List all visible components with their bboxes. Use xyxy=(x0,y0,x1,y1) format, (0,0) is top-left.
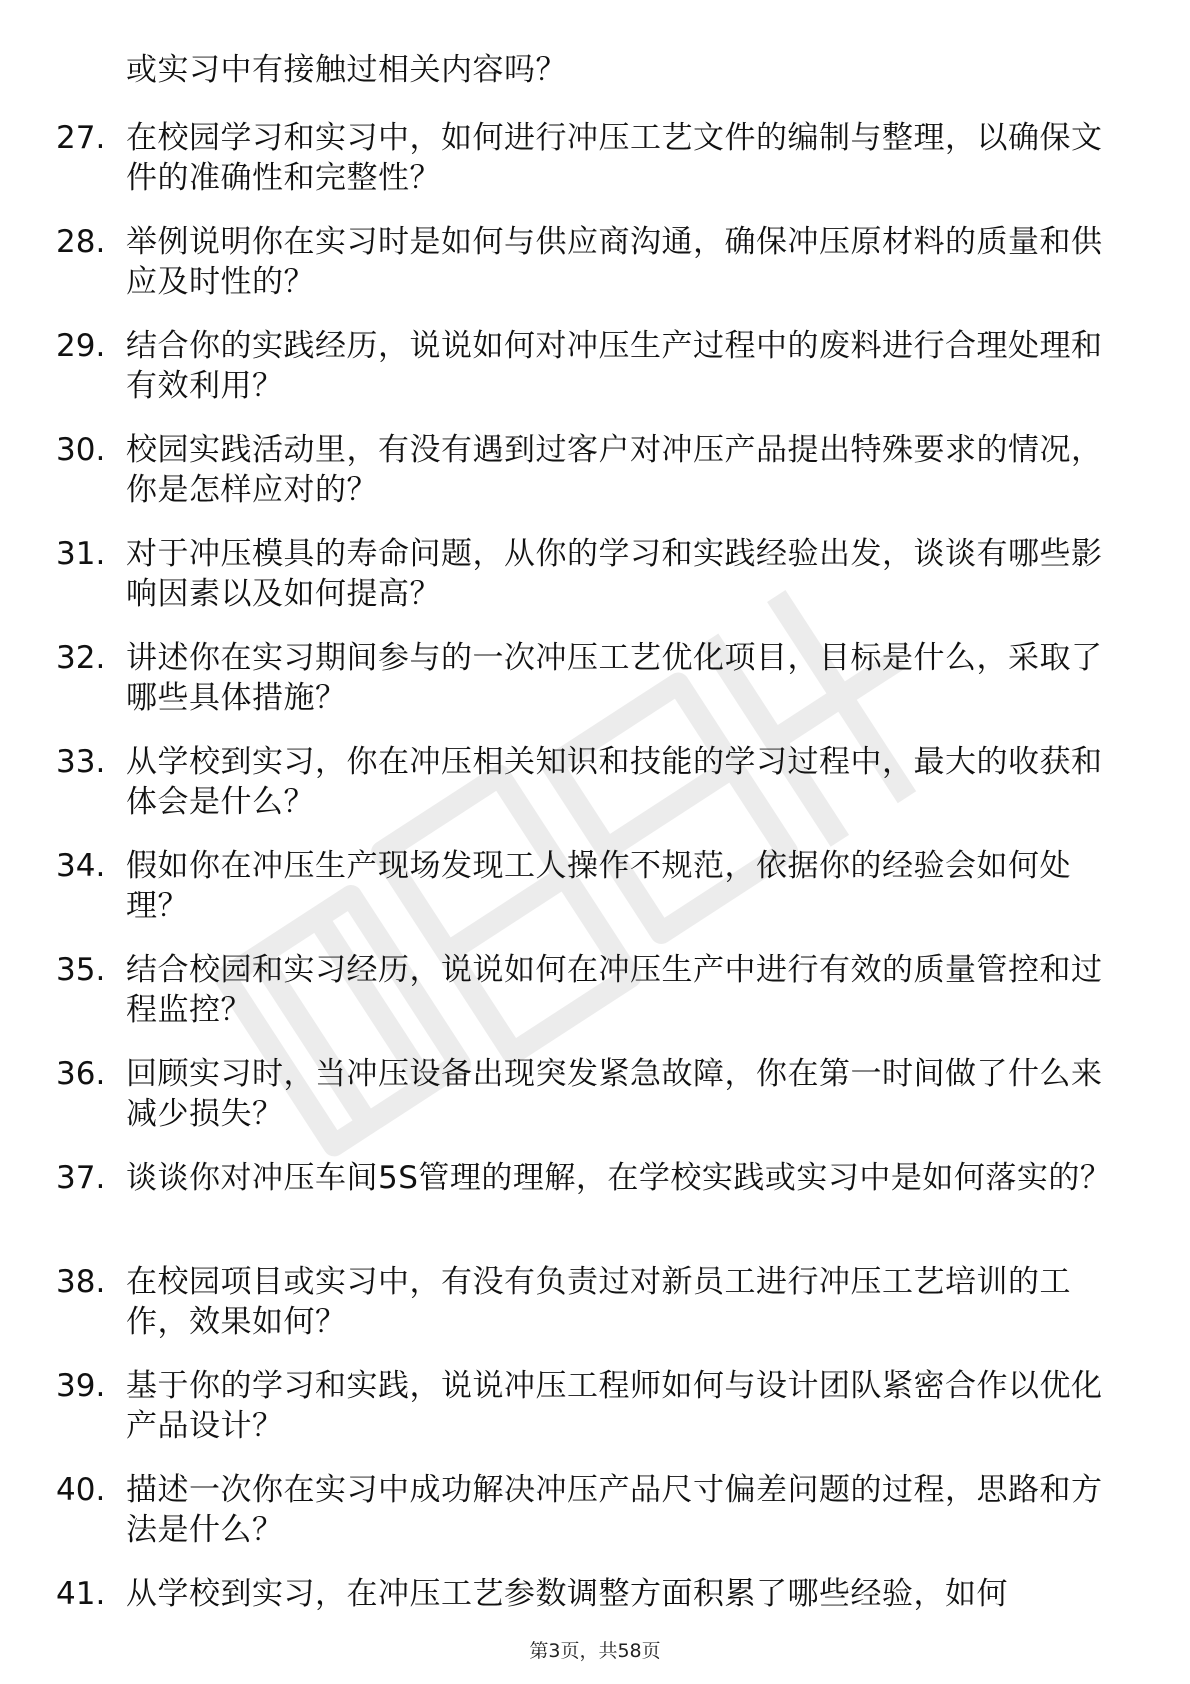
question-text: 假如你在冲压生产现场发现工人操作不规范，依据你的经验会如何处理？ xyxy=(126,848,1071,924)
question-number: 36. xyxy=(56,1056,106,1092)
question-number: 33. xyxy=(56,744,106,780)
question-item xyxy=(0,638,1190,742)
question-number: 41. xyxy=(56,1576,106,1612)
question-item xyxy=(0,1158,1190,1262)
question-text: 描述一次你在实习中成功解决冲压产品尺寸偏差问题的过程，思路和方法是什么？ xyxy=(126,1472,1103,1548)
question-item xyxy=(0,1470,1190,1574)
question-item xyxy=(0,326,1190,430)
question-number: 40. xyxy=(56,1472,106,1508)
question-number: 39. xyxy=(56,1368,106,1404)
question-number: 32. xyxy=(56,640,106,676)
question-item xyxy=(0,1366,1190,1470)
question-text: 对于冲压模具的寿命问题，从你的学习和实践经验出发，谈谈有哪些影响因素以及如何提高？ xyxy=(126,536,1103,612)
question-item xyxy=(0,1054,1190,1158)
question-text: 在校园项目或实习中，有没有负责过对新员工进行冲压工艺培训的工作，效果如何？ xyxy=(126,1264,1071,1340)
question-text: 回顾实习时，当冲压设备出现突发紧急故障，你在第一时间做了什么来减少损失？ xyxy=(126,1056,1103,1132)
question-list xyxy=(0,118,1190,1678)
question-item xyxy=(0,534,1190,638)
question-text: 从学校到实习，在冲压工艺参数调整方面积累了哪些经验，如何 xyxy=(126,1576,1008,1612)
question-number: 29. xyxy=(56,328,106,364)
question-number: 38. xyxy=(56,1264,106,1300)
question-item xyxy=(0,846,1190,950)
question-item xyxy=(0,430,1190,534)
continuation-text: 或实习中有接触过相关内容吗？ xyxy=(126,52,567,88)
question-number: 34. xyxy=(56,848,106,884)
question-number: 30. xyxy=(56,432,106,468)
page-footer: 第3页，共58页 xyxy=(529,1640,661,1662)
question-text: 举例说明你在实习时是如何与供应商沟通，确保冲压原材料的质量和供应及时性的？ xyxy=(126,224,1103,300)
question-text: 校园实践活动里，有没有遇到过客户对冲压产品提出特殊要求的情况，你是怎样应对的？ xyxy=(126,432,1103,508)
question-item xyxy=(0,222,1190,326)
question-text: 基于你的学习和实践，说说冲压工程师如何与设计团队紧密合作以优化产品设计？ xyxy=(126,1368,1103,1444)
question-item xyxy=(0,742,1190,846)
question-item xyxy=(0,118,1190,222)
question-text: 结合你的实践经历，说说如何对冲压生产过程中的废料进行合理处理和有效利用？ xyxy=(126,328,1103,404)
question-text: 在校园学习和实习中，如何进行冲压工艺文件的编制与整理，以确保文件的准确性和完整性？ xyxy=(126,120,1103,196)
question-text: 从学校到实习，你在冲压相关知识和技能的学习过程中，最大的收获和体会是什么？ xyxy=(126,744,1103,820)
question-number: 31. xyxy=(56,536,106,572)
question-number: 27. xyxy=(56,120,106,156)
question-text: 谈谈你对冲压车间5S管理的理解，在学校实践或实习中是如何落实的？ xyxy=(126,1160,1112,1196)
question-item xyxy=(0,950,1190,1054)
question-number: 28. xyxy=(56,224,106,260)
question-text: 讲述你在实习期间参与的一次冲压工艺优化项目，目标是什么，采取了哪些具体措施？ xyxy=(126,640,1103,716)
question-number: 37. xyxy=(56,1160,106,1196)
question-item xyxy=(0,1262,1190,1366)
question-text: 结合校园和实习经历，说说如何在冲压生产中进行有效的质量管控和过程监控？ xyxy=(126,952,1103,1028)
question-number: 35. xyxy=(56,952,106,988)
